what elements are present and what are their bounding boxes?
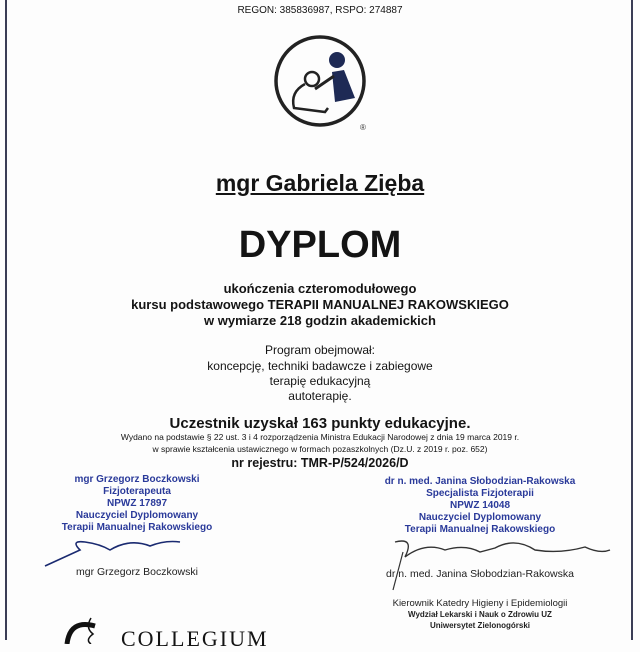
right-signer-stamp (360, 476, 600, 536)
stamp-line: Terapii Manualnej Rakowskiego (61, 522, 213, 533)
diploma-title: DYPLOM (238, 224, 402, 266)
program-line: terapię edukacyjną (269, 374, 371, 388)
course-line: ukończenia czteromodułowego (223, 281, 417, 296)
stamp-line: Nauczyciel Dyplomowany (75, 510, 199, 521)
svg-text:®: ® (360, 123, 366, 132)
affiliation-line: Kierownik Katedry Higieny i Epidemiologii (392, 598, 568, 609)
affiliation-line: Uniwersytet Zielonogórski (429, 621, 531, 630)
registry-number: nr rejestru: TMR-P/524/2026/D (231, 456, 409, 470)
course-line: kursu podstawowego TERAPII MANUALNEJ RAKOWSKIEGO (131, 297, 509, 312)
regon-line: REGON: 385836987, RSPO: 274887 (237, 5, 403, 16)
right-affiliation (360, 598, 600, 631)
therapy-logo-icon (270, 34, 380, 134)
right-signer-name: dr n. med. Janina Słobodzian-Rakowska (386, 568, 574, 580)
stamp-line: Nauczyciel Dyplomowany (418, 512, 542, 523)
course-line: w wymiarze 218 godzin akademickich (204, 313, 436, 328)
left-signature (40, 528, 200, 568)
program-line: Program obejmował: (264, 343, 376, 357)
legal-basis: Wydano na podstawie § 22 ust. 3 i 4 rozporządzenia Ministra Edukacji Narodowej z dnia 19 marca 2019 r. (120, 432, 520, 442)
left-signer-stamp (37, 474, 237, 534)
points-statement: Uczestnik uzyskał 163 punkty edukacyjne. (169, 415, 471, 432)
stamp-line: dr n. med. Janina Słobodzian-Rakowska (384, 476, 576, 487)
stamp-line: Specjalista Fizjoterapii (426, 488, 534, 499)
right-signature (385, 532, 615, 592)
left-signer-name: mgr Grzegorz Boczkowski (76, 566, 198, 578)
collegium-text: COLLEGIUM (121, 626, 269, 651)
program-line: autoterapię. (288, 389, 352, 403)
stamp-line: NPWZ 17897 (106, 498, 168, 509)
program-line: koncepcję, techniki badawcze i zabiegowe (207, 359, 433, 373)
recipient-name: mgr Gabriela Zięba (215, 170, 425, 196)
stamp-line: Terapii Manualnej Rakowskiego (404, 524, 556, 535)
stamp-line: Fizjoterapeuta (103, 486, 171, 497)
affiliation-line: Wydział Lekarski i Nauk o Zdrowiu UZ (408, 610, 552, 619)
stamp-line: mgr Grzegorz Boczkowski (74, 474, 200, 485)
stamp-line: NPWZ 14048 (449, 500, 511, 511)
legal-basis: w sprawie kształcenia ustawicznego w formach pozaszkolnych (Dz.U. z 2019 r. poz. 652) (152, 444, 488, 454)
